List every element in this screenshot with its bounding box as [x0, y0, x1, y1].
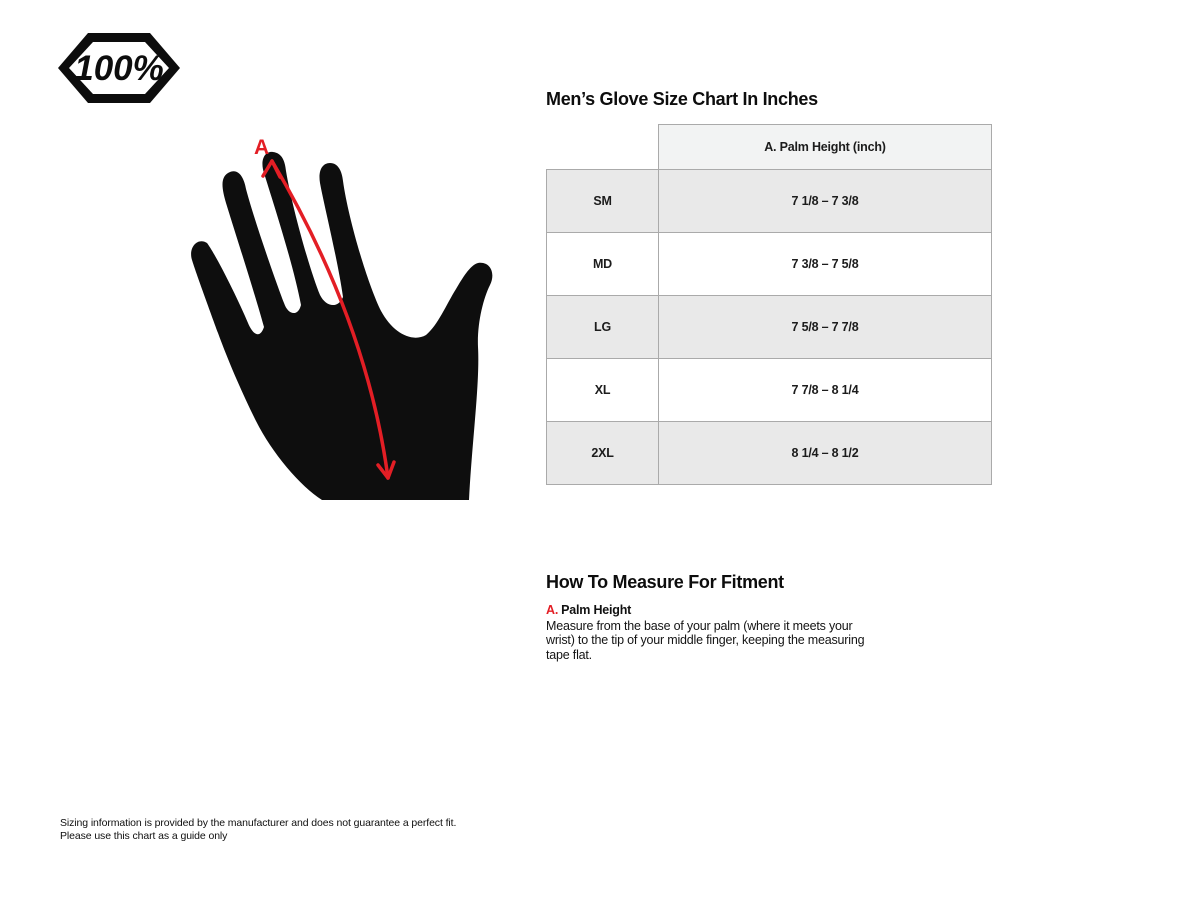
corner-cell — [547, 125, 659, 170]
hand-measurement-diagram-icon — [180, 121, 510, 503]
palm-height-column-header: A. Palm Height (inch) — [659, 125, 992, 170]
footer-line2: Please use this chart as a guide only — [60, 829, 228, 842]
size-label: LG — [547, 296, 659, 359]
size-chart-table — [546, 124, 992, 485]
size-chart-title: Men’s Glove Size Chart In Inches — [546, 89, 818, 109]
brand-logo — [58, 33, 180, 103]
size-label: XL — [547, 359, 659, 422]
footer-line1: Sizing information is provided by the manufacturer and does not guarantee a perfect fit. — [60, 817, 457, 829]
size-range: 7 5/8 – 7 7/8 — [659, 296, 992, 359]
measure-section-title: How To Measure For Fitment — [546, 572, 784, 592]
brand-logo-badge-icon — [58, 33, 180, 103]
brand-logo-text: 100% — [74, 49, 164, 88]
measurement-label: A — [254, 136, 270, 159]
size-table-header-row — [547, 125, 992, 170]
glove-figure — [180, 121, 510, 503]
measure-section — [546, 572, 880, 662]
size-row-2xl — [547, 422, 992, 485]
size-row-md — [547, 233, 992, 296]
measure-item-letter: A. — [546, 603, 559, 617]
measure-item-heading — [546, 603, 880, 618]
size-label: MD — [547, 233, 659, 296]
hand-silhouette — [191, 152, 492, 500]
size-row-xl — [547, 359, 992, 422]
footer-disclaimer — [60, 817, 456, 842]
size-label: SM — [547, 170, 659, 233]
size-range: 7 7/8 – 8 1/4 — [659, 359, 992, 422]
size-label: 2XL — [547, 422, 659, 485]
size-row-lg — [547, 296, 992, 359]
size-range: 7 1/8 – 7 3/8 — [659, 170, 992, 233]
size-range: 7 3/8 – 7 5/8 — [659, 233, 992, 296]
measure-description: Measure from the base of your palm (where it meets your wrist) to the tip of your middle finger, keeping the measuring tape flat. — [546, 618, 865, 662]
size-range: 8 1/4 – 8 1/2 — [659, 422, 992, 485]
measure-item-name: Palm Height — [561, 603, 632, 617]
size-row-sm — [547, 170, 992, 233]
